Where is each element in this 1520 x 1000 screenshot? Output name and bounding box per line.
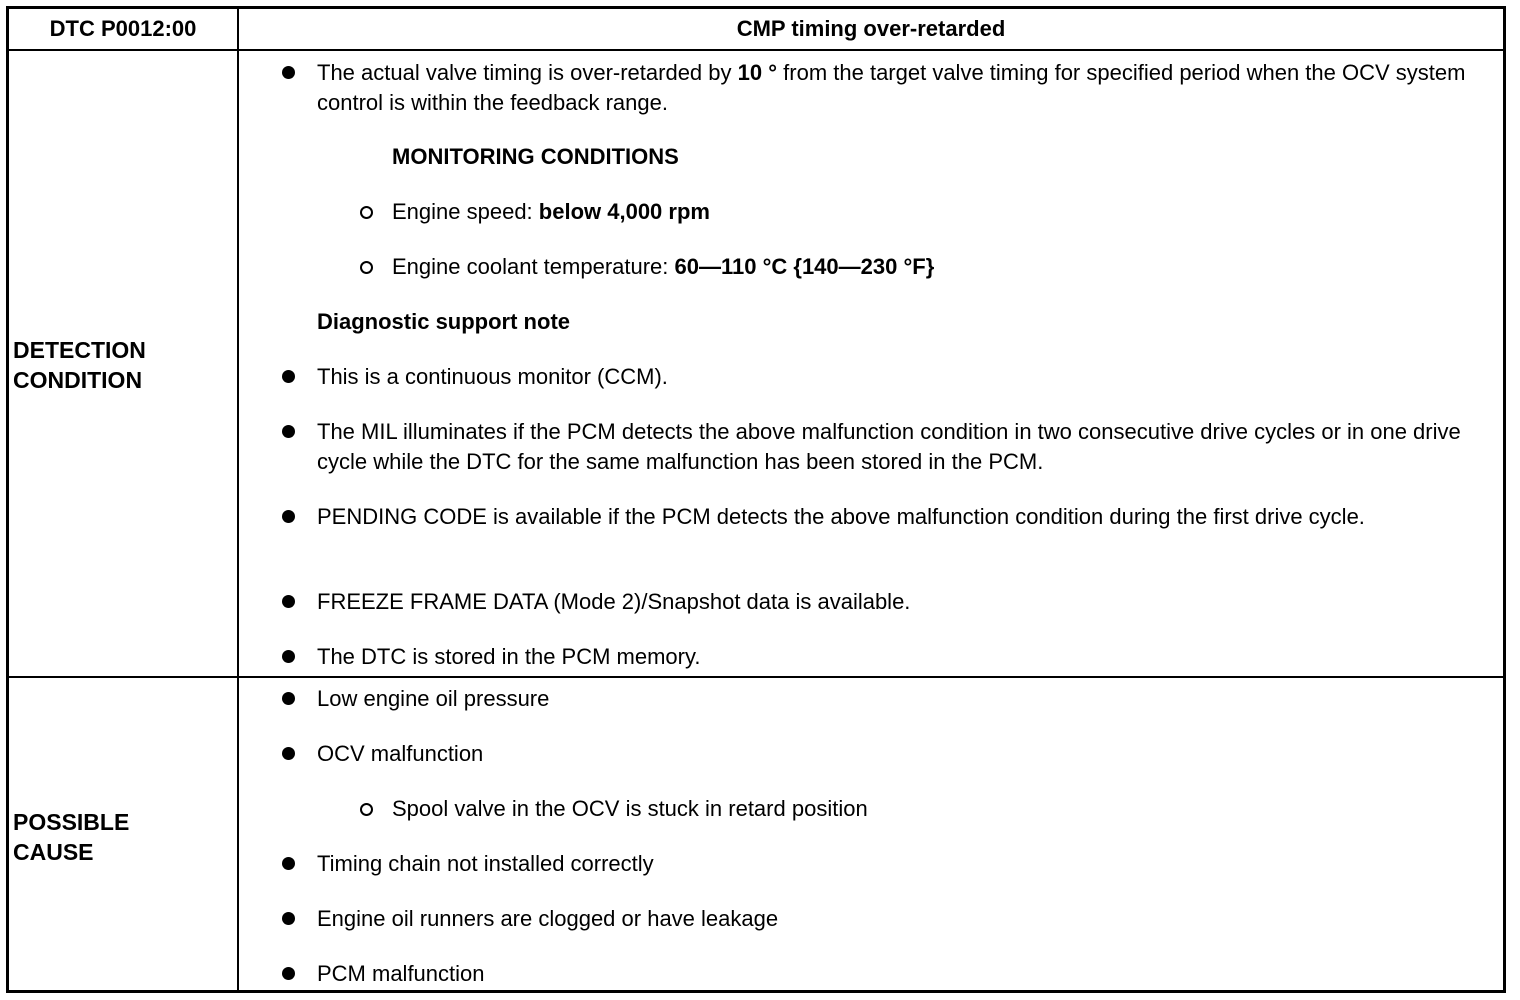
circle-bullet-icon	[360, 261, 373, 274]
cause-item: Low engine oil pressure	[317, 684, 1477, 714]
circle-bullet-icon	[360, 206, 373, 219]
support-note: The DTC is stored in the PCM memory.	[317, 642, 1477, 672]
detection-condition-label: DETECTION CONDITION	[13, 337, 146, 393]
detection-item: The actual valve timing is over-retarded by 10 ° from the target valve timing for specified period when the OCV system control is within the feedback range.	[317, 58, 1477, 118]
diagnostic-support-heading: Diagnostic support note	[317, 309, 570, 334]
bullet-icon	[282, 967, 295, 980]
cause-item: PCM malfunction	[317, 959, 1477, 989]
support-note: The MIL illuminates if the PCM detects the above malfunction condition in two consecutive drive cycles or in one drive cycle while the DTC for the same malfunction has been stored in the PCM.	[317, 417, 1477, 477]
support-note: FREEZE FRAME DATA (Mode 2)/Snapshot data is available.	[317, 587, 1477, 617]
dtc-title-header: CMP timing over-retarded	[736, 16, 1006, 41]
cause-sub-item: Spool valve in the OCV is stuck in retard position	[392, 794, 1472, 824]
cause-item: Engine oil runners are clogged or have leakage	[317, 904, 1477, 934]
column-divider	[237, 9, 239, 990]
bullet-icon	[282, 595, 295, 608]
bullet-icon	[282, 912, 295, 925]
bullet-icon	[282, 692, 295, 705]
bullet-icon	[282, 370, 295, 383]
bullet-icon	[282, 66, 295, 79]
bullet-icon	[282, 747, 295, 760]
header-divider	[9, 49, 1503, 51]
monitoring-condition: Engine speed: below 4,000 rpm	[392, 197, 1472, 227]
monitoring-conditions-heading: MONITORING CONDITIONS	[392, 144, 679, 169]
possible-cause-label: POSSIBLE CAUSE	[13, 809, 130, 865]
cause-item: Timing chain not installed correctly	[317, 849, 1477, 879]
bullet-icon	[282, 425, 295, 438]
row-divider	[9, 676, 1503, 678]
dtc-table	[6, 6, 1506, 993]
cause-item: OCV malfunction	[317, 739, 1477, 769]
bullet-icon	[282, 857, 295, 870]
monitoring-condition: Engine coolant temperature: 60—110 °C {140—230 °F}	[392, 252, 1472, 282]
support-note: PENDING CODE is available if the PCM detects the above malfunction condition during the first drive cycle.	[317, 502, 1477, 532]
dtc-code-header: DTC P0012:00	[49, 16, 197, 41]
bullet-icon	[282, 510, 295, 523]
bullet-icon	[282, 650, 295, 663]
circle-bullet-icon	[360, 803, 373, 816]
support-note: This is a continuous monitor (CCM).	[317, 362, 1477, 392]
